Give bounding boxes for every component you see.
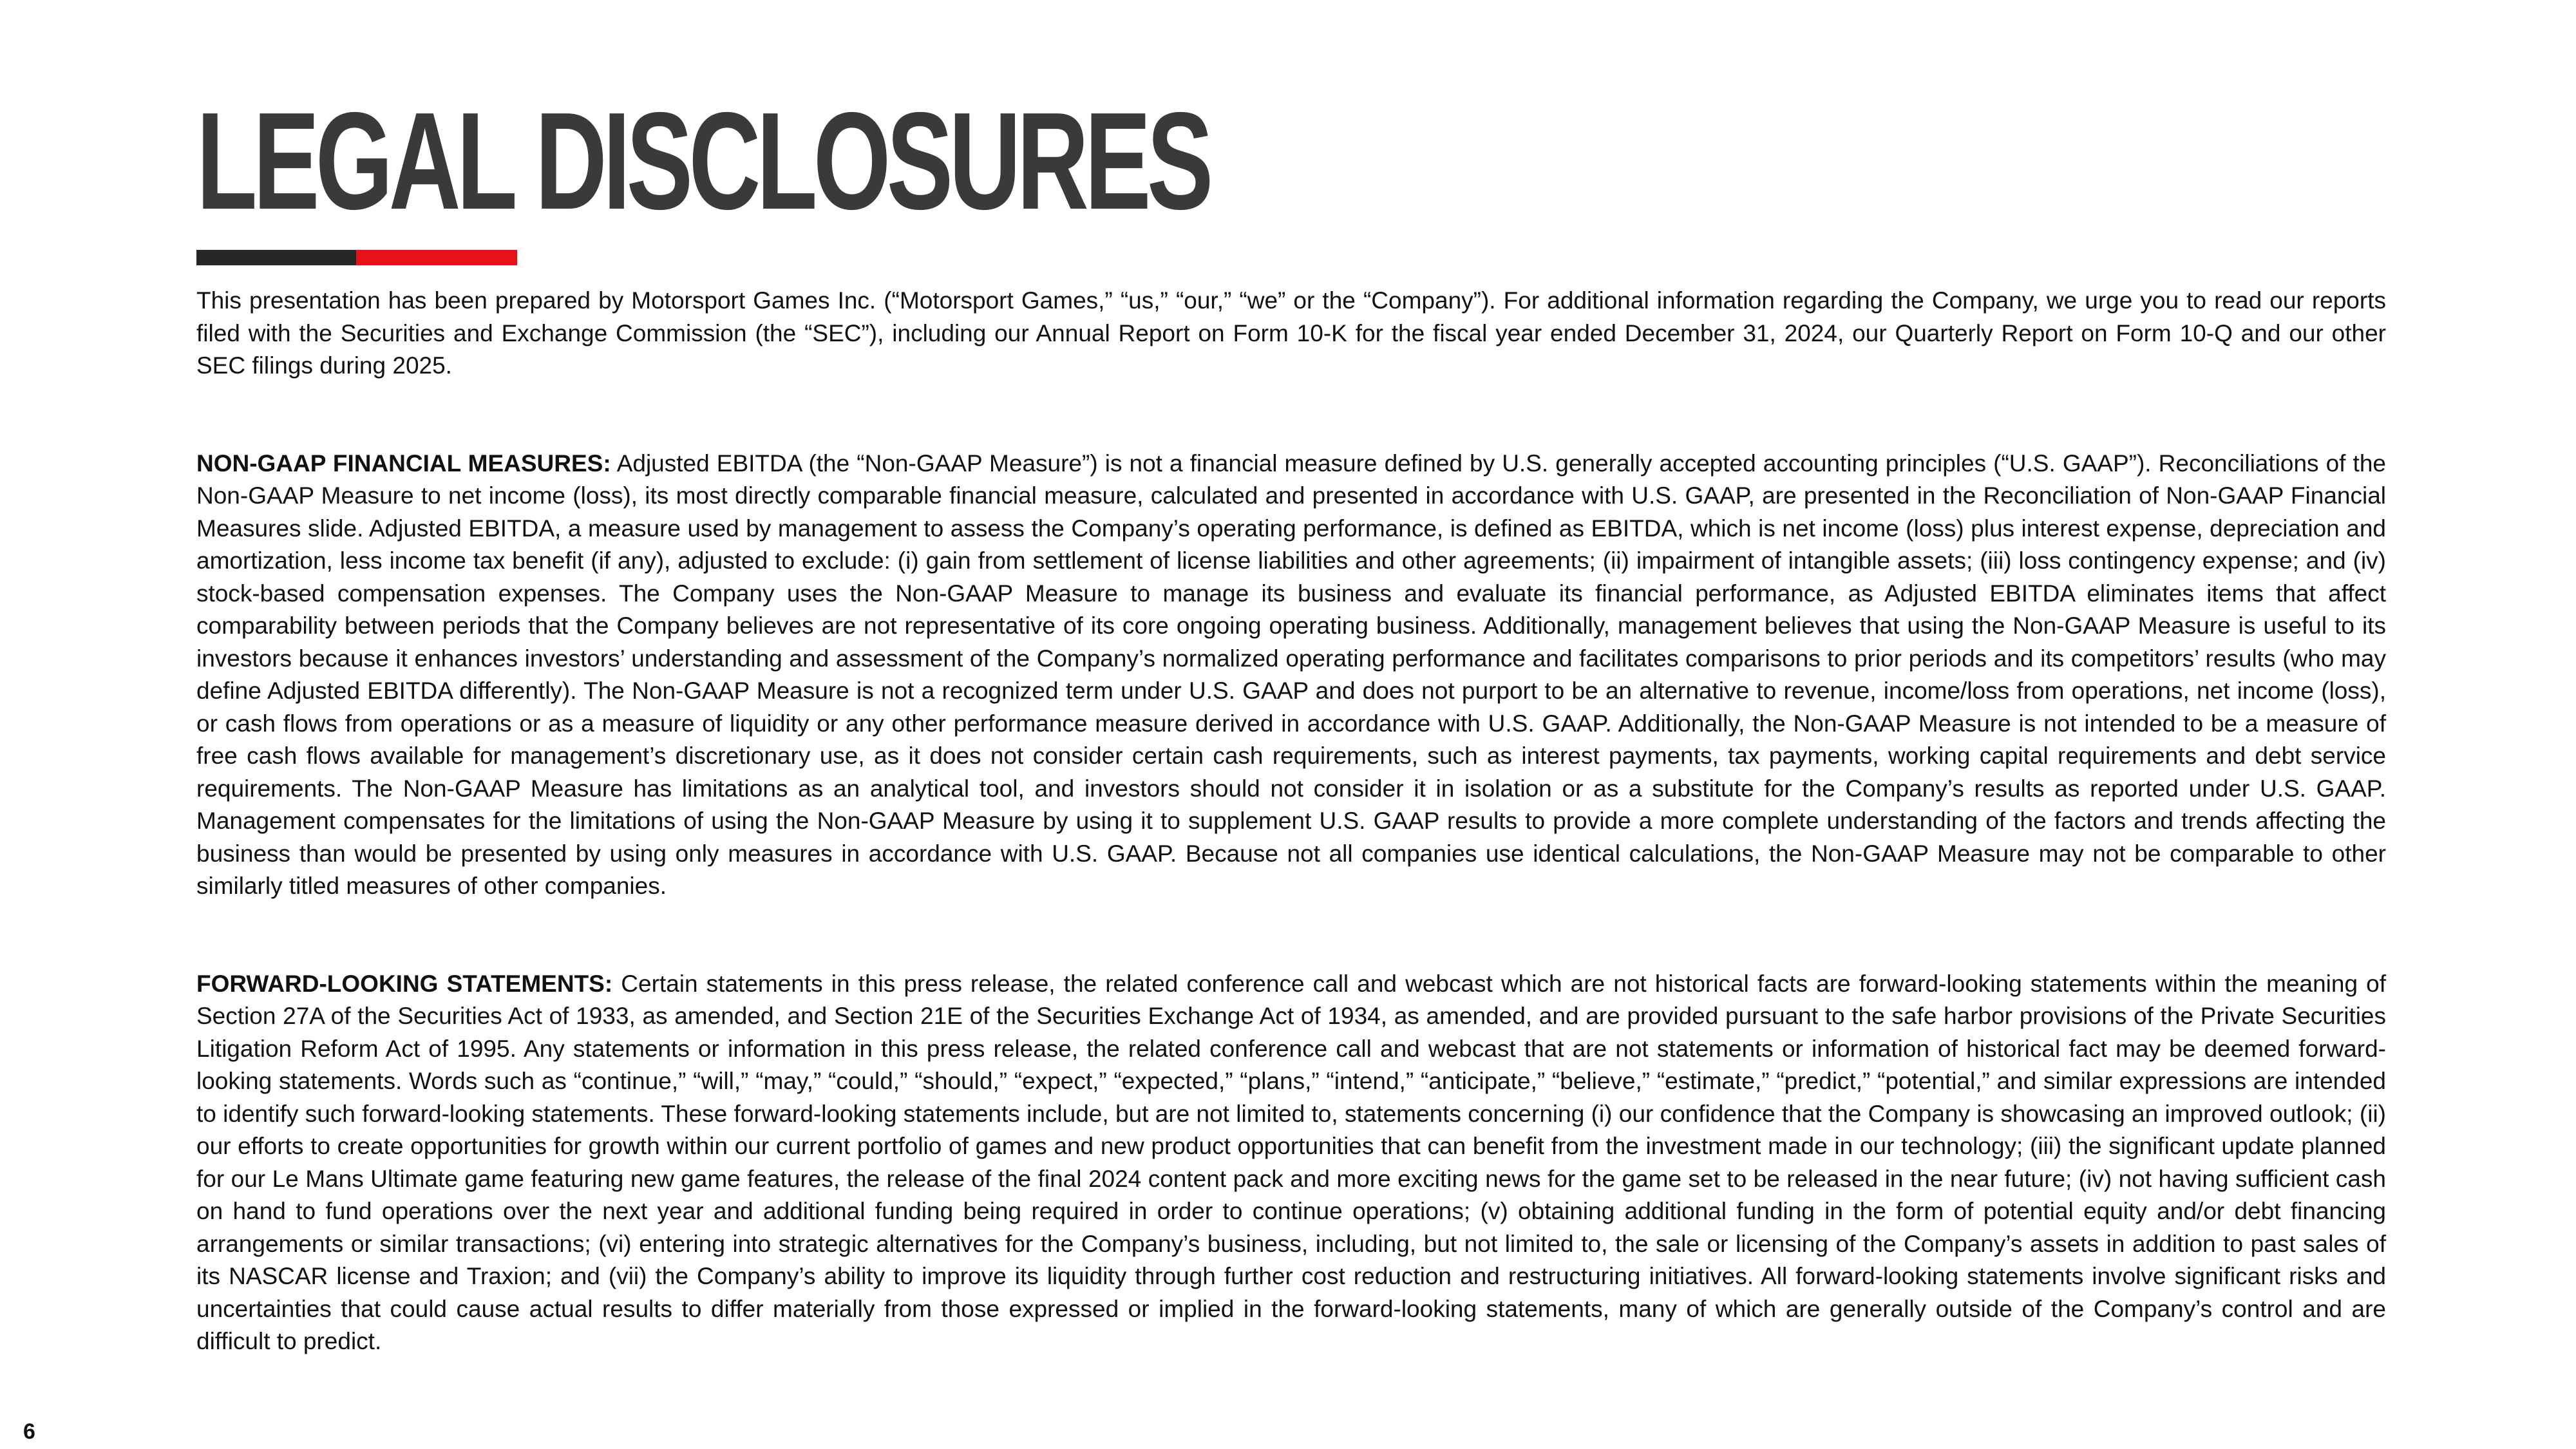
forward-looking-body: Certain statements in this press release, the related conference call and webcast which are not historical facts are forward-looking statements within the meaning of Section 27A of the Securities Act of 1933, as amended, and Section 21E of the Securities Exchange Act of 1934, as amended, and are provided pursuant to the safe harbor provisions of the Private Securities Litigation Reform Act of 1995. Any statements or information in this press release, the related conference call and webcast that are not statements or information of historical fact may be deemed forward-looking statements. Words such as “continue,” “will,” “may,” “could,” “should,” “expect,” “expected,” “plans,” “intend,” “anticipate,” “believe,” “estimate,” “predict,” “potential,” and similar expressions are intended to identify such forward-looking statements. These forward-looking statements include, but are not limited to, statements concerning (i) our confidence that the Company is showcasing an improved outlook; (ii) our efforts to create opportunities for growth within our current portfolio of games and new product opportunities that can benefit from the investment made in our technology; (iii) the significant update planned for our Le Mans Ultimate game featuring new game features, the release of the final 2024 content pack and more exciting news for the game set to be released in the near future; (iv) not having sufficient cash on hand to fund operations over the next year and additional funding being required in order to continue operations; (v) obtaining additional funding in the form of potential equity and/or debt financing arrangements or similar transactions; (vi) entering into strategic alternatives for the Company’s business, including, but not limited to, the sale or licensing of the Company’s assets in addition to past sales of its NASCAR license and Traxion; and (vii) the Company’s ability to improve its liquidity through further cost reduction and restructuring initiatives. All forward-looking statements involve significant risks and uncertainties that could cause actual results to differ materially from those expressed or implied in the forward-looking statements, many of which are generally outside of the Company’s control and are difficult to predict.: [196, 970, 2386, 1354]
title-underline-dark: [196, 250, 356, 265]
page-number: 6: [23, 1419, 35, 1444]
non-gaap-heading: NON-GAAP FINANCIAL MEASURES:: [196, 450, 611, 477]
intro-paragraph: This presentation has been prepared by Motorsport Games Inc. (“Motorsport Games,” “us,” “our,” “we” or the “Company”). For additional information regarding the Company, we urge you to read our reports filed with the Securities and Exchange Commission (the “SEC”), including our Annual Report on Form 10-K for the fiscal year ended December 31, 2024, our Quarterly Report on Form 10-Q and our other SEC filings during 2025.: [196, 287, 2386, 379]
page-title: LEGAL DISCLOSURES: [196, 83, 1209, 238]
forward-looking-paragraph: [196, 968, 2386, 1358]
disclosure-content: [196, 285, 2386, 1358]
non-gaap-body: Adjusted EBITDA (the “Non-GAAP Measure”) is not a financial measure defined by U.S. generally accepted accounting principles (“U.S. GAAP”). Reconciliations of the Non-GAAP Measure to net income (loss), its most directly comparable financial measure, calculated and presented in accordance with U.S. GAAP, are presented in the Reconciliation of Non-GAAP Financial Measures slide. Adjusted EBITDA, a measure used by management to assess the Company’s operating performance, is defined as EBITDA, which is net income (loss) plus interest expense, depreciation and amortization, less income tax benefit (if any), adjusted to exclude: (i) gain from settlement of license liabilities and other agreements; (ii) impairment of intangible assets; (iii) loss contingency expense; and (iv) stock-based compensation expenses. The Company uses the Non-GAAP Measure to manage its business and evaluate its financial performance, as Adjusted EBITDA eliminates items that affect comparability between periods that the Company believes are not representative of its core ongoing operating business. Additionally, management believes that using the Non-GAAP Measure is useful to its investors because it enhances investors’ understanding and assessment of the Company’s normalized operating performance and facilitates comparisons to prior periods and its competitors’ results (who may define Adjusted EBITDA differently). The Non-GAAP Measure is not a recognized term under U.S. GAAP and does not purport to be an alternative to revenue, income/loss from operations, net income (loss), or cash flows from operations or as a measure of liquidity or any other performance measure derived in accordance with U.S. GAAP. Additionally, the Non-GAAP Measure is not intended to be a measure of free cash flows available for management’s discretionary use, as it does not consider certain cash requirements, such as interest payments, tax payments, working capital requirements and debt service requirements. The Non-GAAP Measure has limitations as an analytical tool, and investors should not consider it in isolation or as a substitute for the Company’s results as reported under U.S. GAAP. Management compensates for the limitations of using the Non-GAAP Measure by using it to supplement U.S. GAAP results to provide a more complete understanding of the factors and trends affecting the business than would be presented by using only measures in accordance with U.S. GAAP. Because not all companies use identical calculations, the Non-GAAP Measure may not be comparable to other similarly titled measures of other companies.: [196, 450, 2386, 899]
forward-looking-heading: FORWARD-LOOKING STATEMENTS:: [196, 970, 613, 997]
title-underline-red: [356, 250, 517, 265]
non-gaap-paragraph: [196, 448, 2386, 903]
